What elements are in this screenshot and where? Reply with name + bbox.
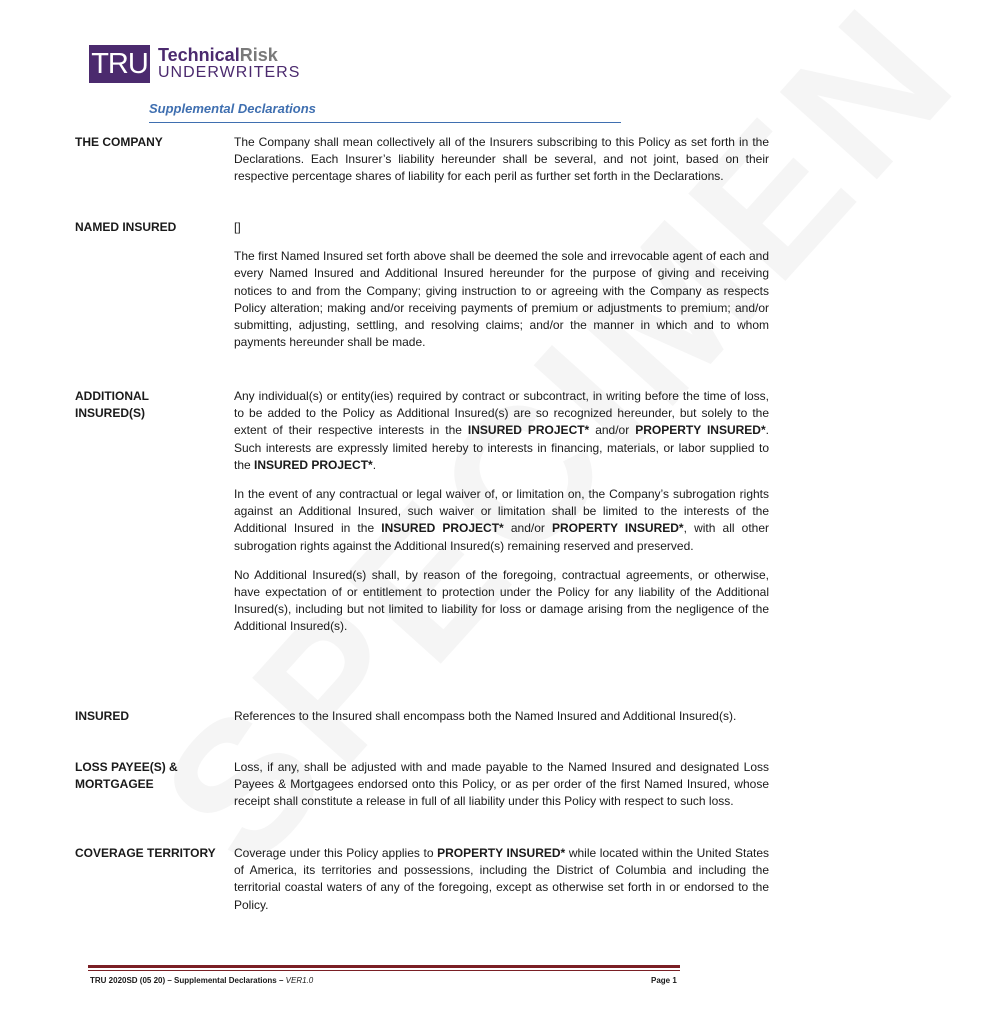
footer-form-id: TRU 2020SD (05 20) – Supplemental Declarations – VER1.0 — [90, 976, 314, 985]
paragraph: References to the Insured shall encompass both the Named Insured and Additional Insured(s). — [234, 709, 737, 723]
section-body — [234, 708, 769, 737]
paragraph: Any individual(s) or entity(ies) required by contract or subcontract, in writing before the time of loss, to be added to the Policy as Additional Insured(s) are so recognized hereunder, but solely to the extent of their respective interests in the INSURED PROJECT* and/or PROPERTY INSURED*. Such interests are expressly limited hereby to interests in financing, materials, or labor supplied to the INSURED PROJECT*. — [234, 389, 769, 472]
document-subtitle: Supplemental Declarations — [149, 101, 316, 116]
logo-risk: Risk — [239, 45, 278, 65]
section-body — [234, 219, 769, 363]
paragraph: No Additional Insured(s) shall, by reason of the foregoing, contractual agreements, or otherwise, have expectation of or entitlement to protection under the Policy for any liability of the Additional Insured(s), including but not limited to liability for loss or damage arising from the negligence of the Additional Insured(s). — [234, 567, 769, 634]
section-body — [234, 388, 769, 648]
footer-page-number: Page 1 — [651, 976, 677, 985]
section-body — [234, 759, 769, 823]
section-label: INSURED — [75, 709, 130, 723]
section-label: THE COMPANY — [75, 135, 163, 149]
logo-technical: Technical — [158, 45, 240, 65]
paragraph: Coverage under this Policy applies to PROPERTY INSURED* while located within the United States of America, its territories and possessions, including the District of Columbia and including the territorial coastal waters of any of the foregoing, except as otherwise set forth in or endorsed to the Policy. — [234, 846, 769, 912]
company-logo — [89, 45, 300, 83]
subtitle-rule — [149, 122, 621, 123]
footer-rule — [88, 965, 680, 968]
section-label: LOSS PAYEE(S) & MORTGAGEE — [75, 760, 178, 792]
section-label: ADDITIONAL INSURED(S) — [75, 389, 149, 421]
section-label: NAMED INSURED — [75, 220, 177, 234]
section-body — [234, 134, 769, 198]
paragraph: Loss, if any, shall be adjusted with and made payable to the Named Insured and designated Loss Payees & Mortgagees endorsed onto this Policy, or as per order of the first Named Insured, whose receipt shall constitute a release in full of all liability under this Policy with respect to such loss. — [234, 760, 769, 809]
section-label: COVERAGE TERRITORY — [75, 846, 216, 860]
named-insured-placeholder: [] — [234, 220, 241, 234]
paragraph: The Company shall mean collectively all of the Insurers subscribing to this Policy as set forth in the Declarations. Each Insurer’s liability hereunder shall be several, and not joint, based on their respective percentage shares of liability for each peril as further set forth in the Declarations. — [234, 135, 769, 184]
logo-mark: TRU — [89, 45, 150, 83]
footer-rule-thin — [88, 970, 680, 971]
logo-underwriters: UNDERWRITERS — [158, 64, 301, 81]
footer-version: VER1.0 — [285, 976, 314, 985]
section-body — [234, 845, 769, 926]
paragraph: The first Named Insured set forth above shall be deemed the sole and irrevocable agent of each and every Named Insured and Additional Insured hereunder for the purpose of giving and receiving notices to and from the Company; giving instruction to or agreeing with the Company as respects Policy alteration; making and/or receiving payments of premium or adjustments to premium; and/or submitting, adjusting, settling, and resolving claims; and/or the manner in which and to whom payments hereunder shall be made. — [234, 249, 769, 350]
paragraph: In the event of any contractual or legal waiver of, or limitation on, the Company’s subrogation rights against an Additional Insured, such waiver or limitation shall be limited to the interests of the Additional Insured in the INSURED PROJECT* and/or PROPERTY INSURED*, with all other subrogation rights against the Additional Insured(s) remaining reserved and preserved. — [234, 487, 770, 553]
logo-wordmark — [158, 46, 300, 82]
